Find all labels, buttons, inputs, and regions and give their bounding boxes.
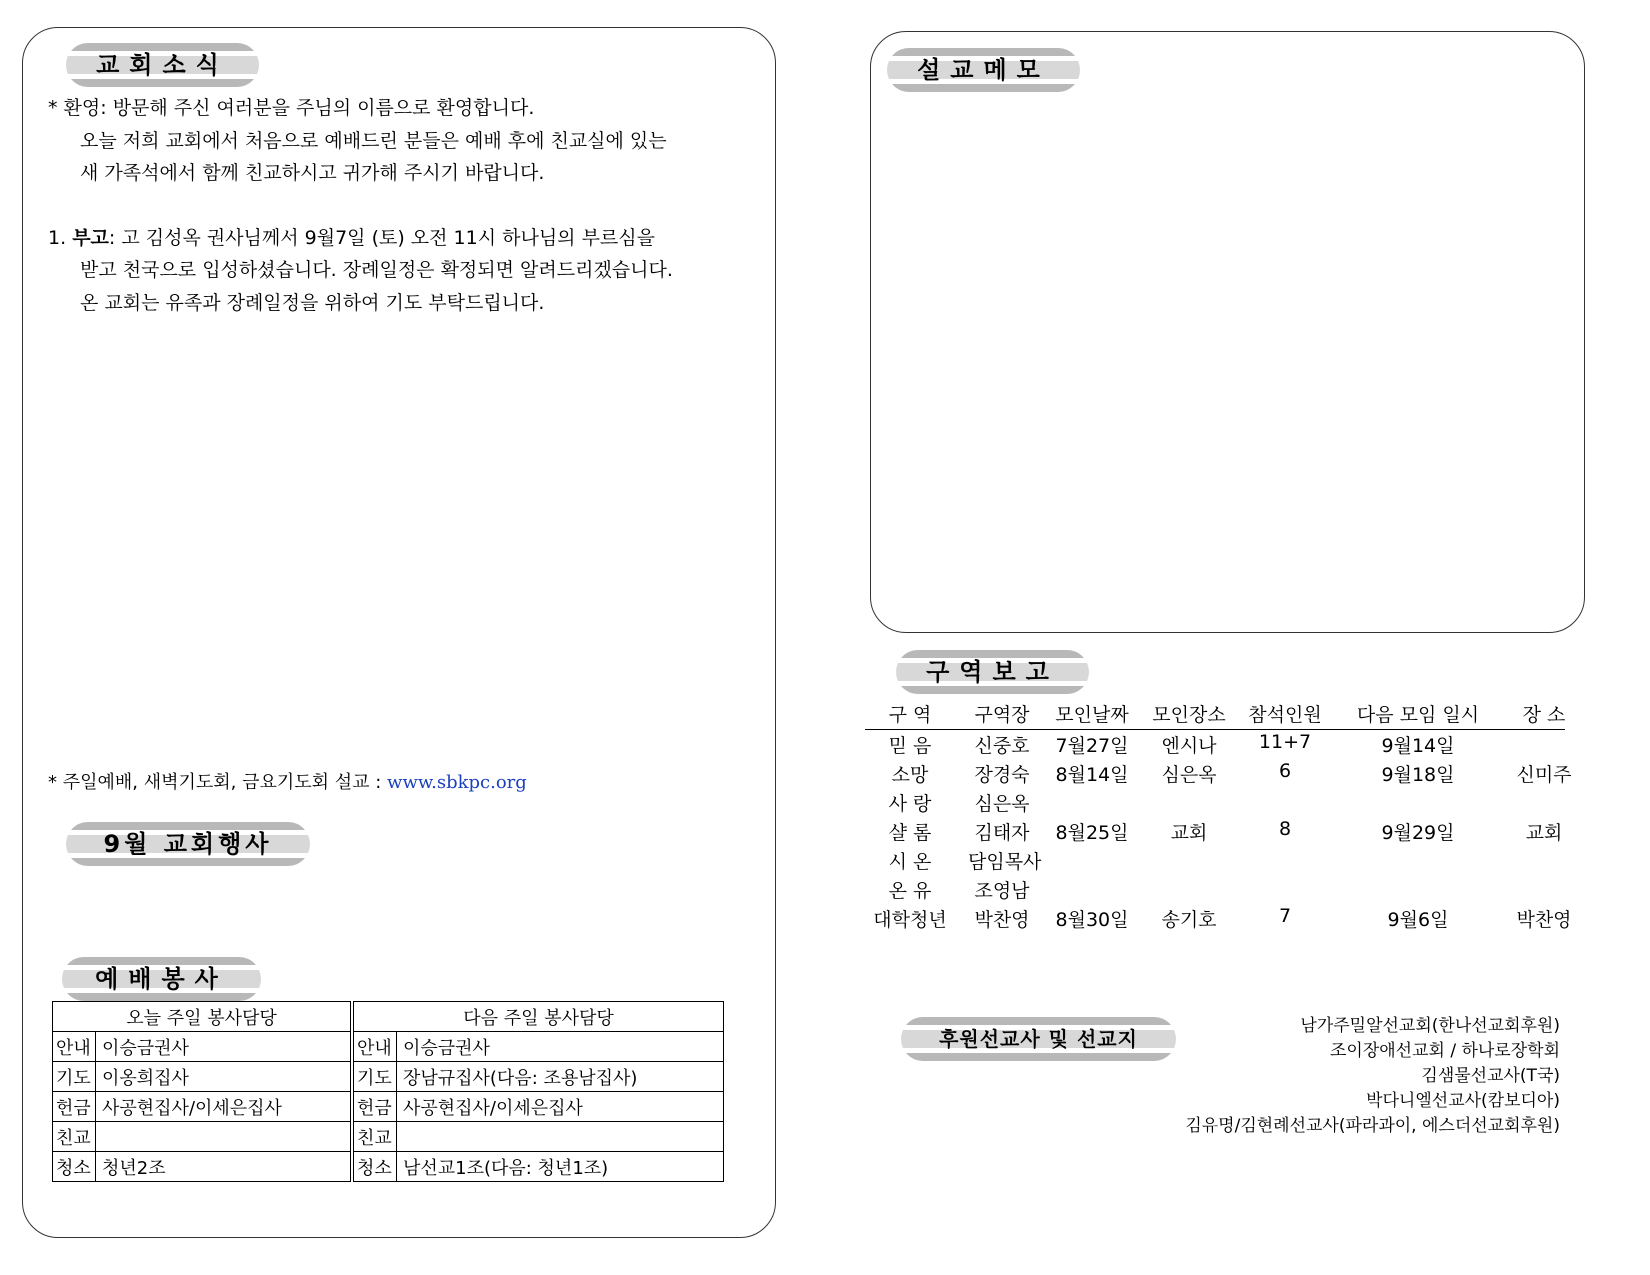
obituary-line-3: 온 교회는 유족과 장례일정을 위하여 기도 부탁드립니다. — [80, 292, 545, 314]
district-cell: 온 유 — [888, 880, 932, 902]
duty-role: 헌금 — [53, 1092, 96, 1122]
district-header-row — [865, 700, 1565, 730]
duty-role: 청소 — [53, 1152, 96, 1182]
district-row — [865, 876, 1565, 905]
duty-next: 장남규집사(다음: 조용남집사) — [396, 1062, 723, 1092]
duty-next: 사공현집사/이세은집사 — [396, 1092, 723, 1122]
district-cell: 9월6일 — [1387, 909, 1449, 931]
sermon-note — [48, 767, 527, 799]
mission-item: 김샘물선교사(T국) — [1421, 1066, 1560, 1086]
district-header: 참석인원 — [1248, 704, 1322, 726]
district-cell: 담임목사 — [968, 851, 1042, 873]
district-cell: 9월18일 — [1381, 764, 1455, 786]
worship-duty-table — [52, 1001, 724, 1182]
district-row — [865, 789, 1565, 818]
duty-next: 이승금권사 — [396, 1032, 723, 1062]
district-cell: 7월27일 — [1055, 735, 1129, 757]
duty-next: 남선교1조(다음: 청년1조) — [396, 1152, 723, 1182]
district-cell: 심은옥 — [1161, 764, 1217, 786]
mission-item: 남가주밀알선교회(한나선교회후원) — [1300, 1016, 1560, 1036]
district-cell: 김태자 — [974, 822, 1030, 844]
district-row — [865, 847, 1565, 876]
duty-today: 사공현집사/이세은집사 — [96, 1092, 351, 1122]
duty-role: 안내 — [53, 1032, 96, 1062]
duty-row — [53, 1062, 724, 1092]
worship-title: 예배봉사 — [62, 957, 261, 1001]
sermon-link[interactable]: www.sbkpc.org — [387, 772, 527, 793]
district-row — [865, 760, 1572, 789]
obituary-line-1 — [48, 222, 655, 254]
district-cell: 박찬영 — [1516, 909, 1572, 931]
missions-list — [1185, 1014, 1560, 1139]
district-header: 구역장 — [974, 704, 1030, 726]
district-cell: 신중호 — [974, 735, 1030, 757]
memo-title: 설교메모 — [887, 48, 1080, 92]
duty-row — [53, 1152, 724, 1182]
duty-row — [53, 1092, 724, 1122]
district-cell: 샬 롬 — [888, 822, 932, 844]
duty-row — [53, 1032, 724, 1062]
district-cell: 믿 음 — [888, 735, 932, 757]
welcome-line-3: 새 가족석에서 함께 친교하시고 귀가해 주시기 바랍니다. — [80, 162, 545, 184]
district-cell: 조영남 — [974, 880, 1030, 902]
duty-today: 이옹희집사 — [96, 1062, 351, 1092]
district-report-table — [865, 700, 1565, 730]
district-row — [865, 731, 1565, 760]
missions-title: 후원선교사 및 선교지 — [901, 1017, 1176, 1061]
sermon-note-text: * 주일예배, 새벽기도회, 금요기도회 설교 : — [48, 772, 388, 793]
district-cell: 시 온 — [888, 851, 932, 873]
district-cell: 9월29일 — [1381, 822, 1455, 844]
memo-panel — [870, 31, 1585, 633]
district-cell: 11+7 — [1258, 731, 1312, 753]
district-cell: 9월14일 — [1381, 735, 1455, 757]
duty-today: 이승금권사 — [96, 1032, 351, 1062]
district-cell: 엔시나 — [1161, 735, 1217, 757]
next-header: 다음 주일 봉사담당 — [353, 1002, 723, 1032]
duty-role: 친교 — [53, 1122, 96, 1152]
district-cell: 8월30일 — [1055, 909, 1129, 931]
obituary-line-2: 받고 천국으로 입성하셨습니다. 장례일정은 확정되면 알려드리겠습니다. — [80, 259, 673, 281]
duty-today: 청년2조 — [96, 1152, 351, 1182]
district-cell: 심은옥 — [974, 793, 1030, 815]
duty-header-row — [53, 1002, 724, 1032]
news-title: 교회소식 — [66, 43, 259, 87]
mission-item: 김유명/김현례선교사(파라과이, 에스더선교회후원) — [1185, 1116, 1560, 1136]
duty-role: 청소 — [353, 1152, 396, 1182]
duty-role: 안내 — [353, 1032, 396, 1062]
today-header: 오늘 주일 봉사담당 — [53, 1002, 351, 1032]
district-cell: 8 — [1278, 818, 1292, 840]
duty-role: 기도 — [353, 1062, 396, 1092]
district-header: 장 소 — [1522, 704, 1566, 726]
district-cell: 소망 — [891, 764, 929, 786]
obituary-text: : 고 김성옥 권사님께서 9월7일 (토) 오전 11시 하나님의 부르심을 — [108, 227, 655, 249]
obituary-heading: 부고 — [72, 227, 109, 249]
district-title: 구역보고 — [896, 650, 1089, 694]
events-title: 9월 교회행사 — [66, 822, 310, 866]
district-row — [865, 905, 1572, 934]
welcome-line-2: 오늘 저희 교회에서 처음으로 예배드린 분들은 예배 후에 친교실에 있는 — [80, 130, 667, 152]
obituary-number: 1. — [48, 227, 67, 249]
duty-today — [96, 1122, 351, 1152]
district-cell: 대학청년 — [873, 909, 947, 931]
district-header: 모인장소 — [1152, 704, 1226, 726]
district-cell: 7 — [1278, 905, 1292, 927]
duty-next — [396, 1122, 723, 1152]
mission-item: 박다니엘선교사(캄보디아) — [1366, 1091, 1560, 1111]
district-cell: 6 — [1278, 760, 1292, 782]
district-cell: 신미주 — [1516, 764, 1572, 786]
district-cell: 8월14일 — [1055, 764, 1129, 786]
district-header: 모인날짜 — [1055, 704, 1129, 726]
district-rows — [865, 731, 1572, 934]
district-header: 구 역 — [888, 704, 932, 726]
duty-role: 친교 — [353, 1122, 396, 1152]
district-cell: 교회 — [1525, 822, 1563, 844]
district-cell: 8월25일 — [1055, 822, 1129, 844]
duty-role: 헌금 — [353, 1092, 396, 1122]
district-cell: 장경숙 — [974, 764, 1030, 786]
duty-row — [53, 1122, 724, 1152]
welcome-line-1: * 환영: 방문해 주신 여러분을 주님의 이름으로 환영합니다. — [48, 97, 535, 119]
district-row — [865, 818, 1565, 847]
district-cell: 교회 — [1170, 822, 1208, 844]
district-cell: 박찬영 — [974, 909, 1030, 931]
district-header: 다음 모임 일시 — [1356, 704, 1480, 726]
district-cell: 사 랑 — [888, 793, 932, 815]
district-cell: 송기호 — [1161, 909, 1217, 931]
mission-item: 조이장애선교회 / 하나로장학회 — [1329, 1041, 1560, 1061]
duty-role: 기도 — [53, 1062, 96, 1092]
